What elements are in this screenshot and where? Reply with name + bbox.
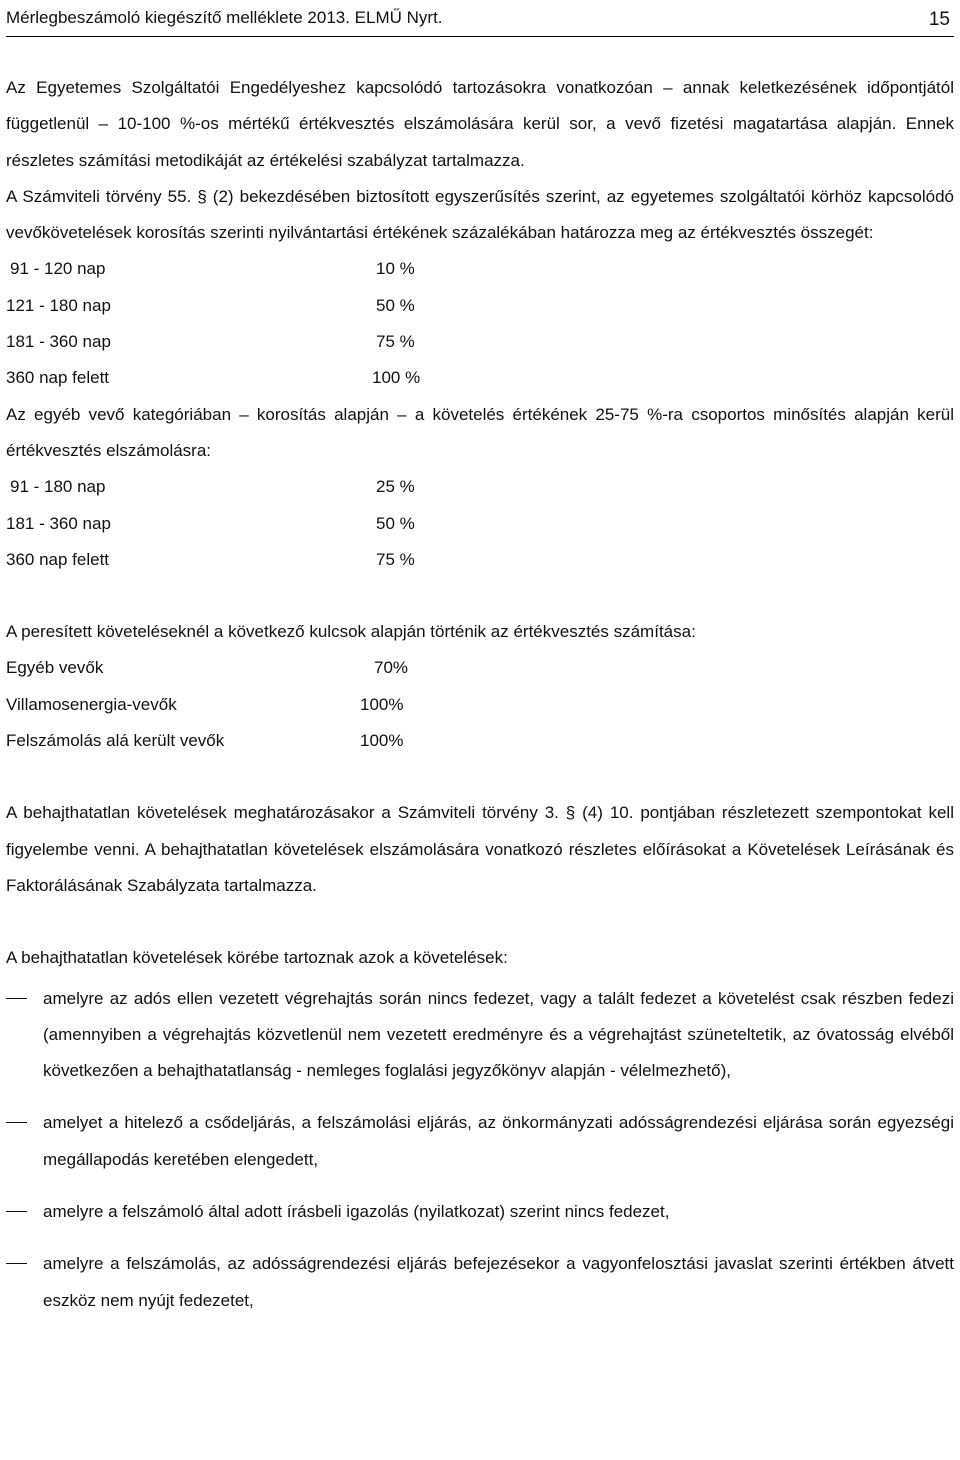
list-item [6, 1105, 954, 1178]
rates-other-table [6, 469, 954, 578]
page-number: 15 [928, 9, 950, 30]
list-item-text: amelyre az adós ellen vezetett végrehajtás során nincs fedezet, vagy a talált fedezet a követelést csak részben fedezi (amennyiben a végrehajtás közvetlenül nem vezetett eredményre és a végrehajtást szüneteltetik, az óvatosság elvéből következően a behajthatatlanság - nemleges foglalási jegyzőkönyv alapján - vélelmezhető), [43, 988, 954, 1081]
list-item [6, 1246, 954, 1319]
spacer [6, 904, 954, 940]
rate-label: 91 - 180 nap [10, 477, 106, 497]
rate-value: 100% [360, 694, 404, 714]
paragraph-litigated: A peresített követeléseknél a következő kulcsok alapján történik az értékvesztés számítása: [6, 622, 696, 642]
rate-value: 70% [374, 658, 409, 678]
paragraph-other-customers: Az egyéb vevő kategóriában – korosítás alapján – a követelés értékének 25-75 %-ra csoportos minősítés alapján kerül értékvesztés elszámolásra: [6, 404, 954, 460]
dash-bullet-icon [6, 1122, 27, 1123]
rate-value: 75 % [376, 549, 415, 569]
rate-value: 10 % [376, 259, 415, 279]
rate-row [6, 251, 954, 287]
list-item [6, 1194, 954, 1230]
dash-bullet-icon [6, 998, 27, 999]
rates-litigated-table [6, 650, 954, 759]
rate-label: 360 nap felett [6, 368, 110, 388]
paragraph-uncollectible-scope: A behajthatatlan követelések körébe tartoznak azok a követelések: [6, 948, 508, 968]
spacer [6, 578, 954, 614]
list-item-text: amelyet a hitelező a csődeljárás, a felszámolási eljárás, az önkormányzati adósságrendezési eljárása során egyezségi megállapodás keretében elengedett, [43, 1113, 954, 1169]
spacer [6, 759, 954, 795]
header-title: Mérlegbeszámoló kiegészítő melléklete 2013. ELMŰ Nyrt. [6, 8, 443, 27]
rate-value: 50 % [376, 295, 415, 315]
rate-row [6, 542, 954, 578]
paragraph-universal-provider: Az Egyetemes Szolgáltatói Engedélyeshez kapcsolódó tartozásokra vonatkozóan – annak keletkezésének időpontjától függetlenül – 10-100 %-os mértékű értékvesztés elszámolására kerül sor, a vevő fizetési magatartása alapján. Ennek részletes számítási metodikáját az értékelési szabályzat tartalmazza. [6, 78, 954, 170]
rate-value: 100 % [372, 368, 421, 388]
rate-label: 121 - 180 nap [6, 295, 111, 315]
rate-label: 360 nap felett [6, 549, 110, 569]
rate-row [6, 469, 954, 505]
rate-label: Felszámolás alá került vevők [6, 731, 225, 751]
rate-row [6, 723, 954, 759]
dash-bullet-icon [6, 1263, 27, 1264]
rate-label: Villamosenergia-vevők [6, 694, 177, 714]
rate-value: 75 % [376, 332, 415, 352]
rate-label: 91 - 120 nap [10, 259, 106, 279]
list-item-text: amelyre a felszámolás, az adósságrendezési eljárás befejezésekor a vagyonfelosztási javaslat szerinti értékben átvett eszköz nem nyújt fedezetet, [43, 1254, 954, 1310]
rate-row [6, 687, 954, 723]
rate-row [6, 506, 954, 542]
dash-bullet-icon [6, 1211, 27, 1212]
rate-value: 25 % [376, 477, 415, 497]
rate-row [6, 324, 954, 360]
page-header [6, 4, 954, 37]
rate-row [6, 360, 954, 396]
rate-value: 100% [360, 731, 404, 751]
paragraph-uncollectible: A behajthatatlan követelések meghatározásakor a Számviteli törvény 3. § (4) 10. pontjában részletezett szempontokat kell figyelembe venni. A behajthatatlan követelések elszámolására vonatkozó részletes előírásokat a Követelések Leírásának és Faktorálásának Szabályzata tartalmazza. [6, 803, 954, 895]
uncollectible-list [6, 981, 954, 1319]
rate-label: 181 - 360 nap [6, 513, 111, 533]
list-item [6, 981, 954, 1090]
rate-label: Egyéb vevők [6, 658, 104, 678]
list-item-text: amelyre a felszámoló által adott írásbeli igazolás (nyilatkozat) szerint nincs fedezet, [43, 1202, 670, 1222]
page-body [6, 70, 954, 1335]
rate-row [6, 650, 954, 686]
rate-label: 181 - 360 nap [6, 332, 111, 352]
rates-universal-table [6, 251, 954, 396]
rate-row [6, 288, 954, 324]
rate-value: 50 % [376, 513, 415, 533]
paragraph-accounting-act: A Számviteli törvény 55. § (2) bekezdésében biztosított egyszerűsítés szerint, az egyetemes szolgáltatói körhöz kapcsolódó vevőkövetelések korosítás szerinti nyilvántartási értékének százalékában határozza meg az értékvesztés összegét: [6, 186, 954, 243]
